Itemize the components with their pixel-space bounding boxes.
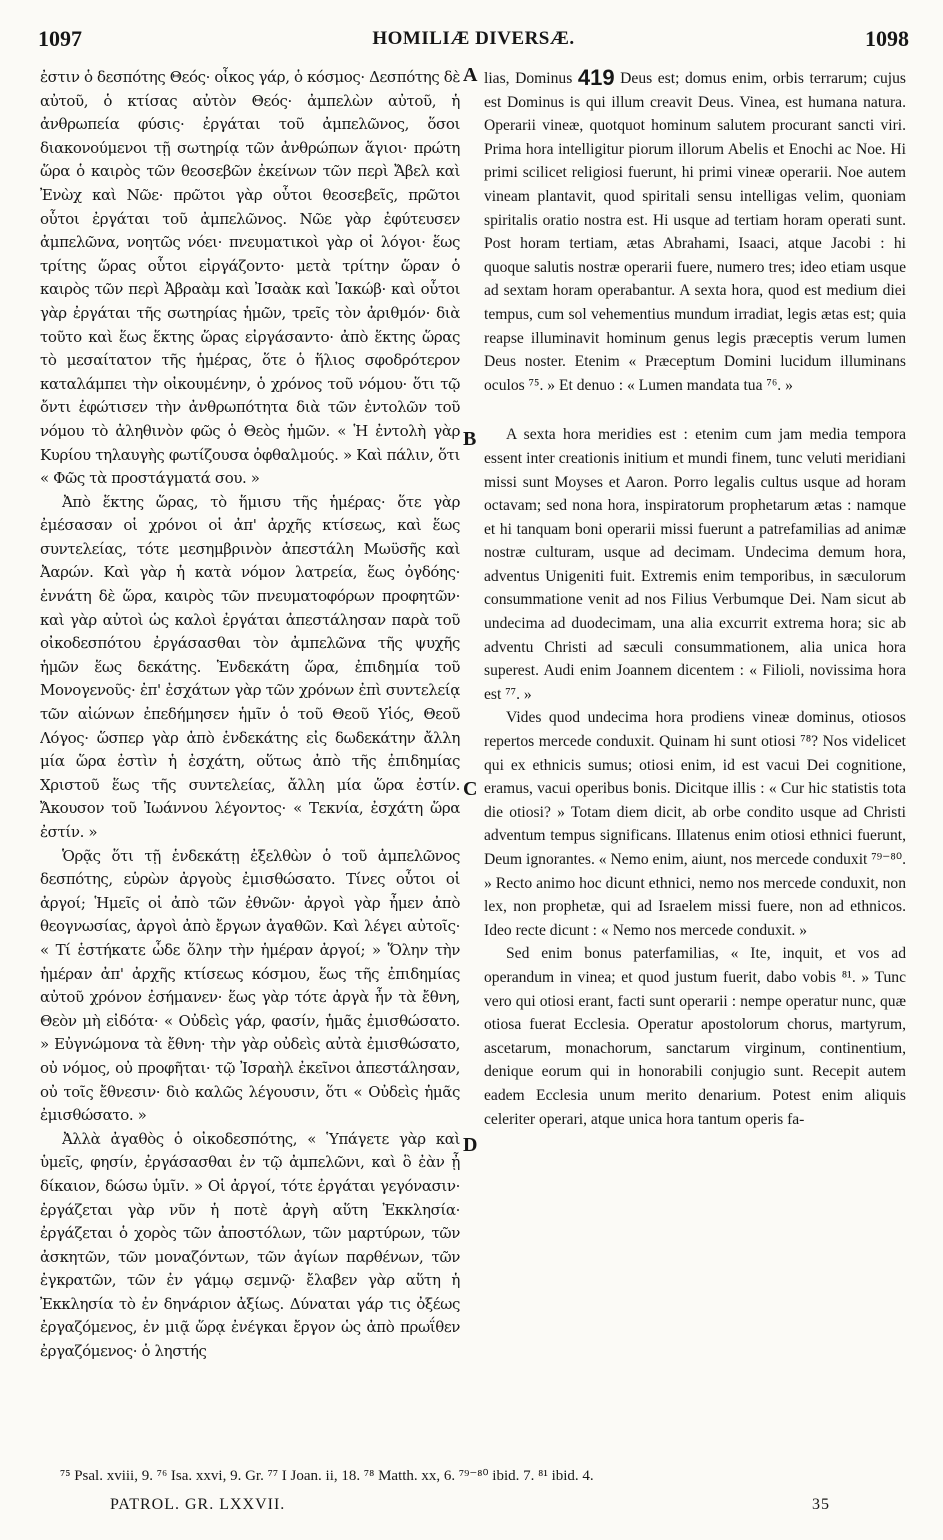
left-page-number: 1097 xyxy=(38,26,82,51)
column-page-number: 419 xyxy=(577,66,615,90)
greek-paragraph: Ἀλλὰ ἀγαθὸς ὁ οἰκοδεσπότης, « Ὑπάγετε γὰρ καὶ ὑμεῖς, φησίν, ἐργάσασθαι ἐν τῷ ἀμπελῶνι, καὶ ὃ ἐὰν ᾖ δίκαιον, δώσω ὑμῖν. » Οἱ ἀργοί, τότε ἐργάται γεγόνασιν· ἐργάζεται γὰρ νῦν ἡ ποτὲ ἀργὴ αὕτη Ἐκκλησία· ἐργάζεται ὁ χορὸς τῶν ἀποστόλων, τῶν μαρτύρων, τῶν ἀσκητῶν, τῶν μοναζόντων, τῶν ἁγίων παρθένων, τῶν ἐγκρατῶν, τῶν ἐν γάμῳ σεμνῷ· ἔλαβεν γὰρ αὕτη ἡ Ἐκκλησία τὸ ἐν δηνάριον ἀξίως. Δύναται γάρ τις ὀξέως ἐργαζόμενος, ἐν μιᾷ ὥρᾳ ἐνέγκαι ἔργον ὡς ἀπὸ πρωΐθεν ἐργαζόμενος· ὁ ληστής xyxy=(40,1129,460,1361)
footer-signature: 35 xyxy=(812,1496,830,1513)
page-header xyxy=(38,26,909,58)
latin-paragraph: Sed enim bonus paterfamilias, « Ite, inquit, et vos ad operandum in vinea; et quod justum fuerit, dabo vobis ⁸¹. » Tunc vero qui otiosi erant, facti sunt operarii : nempe operatur nunc, quæ otiosa fuerat Ecclesia. Operatur apostolorum chorus, martyrum, ascetarum, monachorum, sanctarum virginum, continentium, denique eorum qui in honorabili conjugio sunt. Recepit autem eadem Ecclesia unum merito denarium. Potest enim aliquis celeriter operari, atque unica hora tantum operis fa- xyxy=(484,945,906,1128)
right-page-number: 1098 xyxy=(865,26,909,51)
margin-marker-c: C xyxy=(463,778,478,800)
latin-column xyxy=(484,66,906,1456)
greek-paragraph: Ἀπὸ ἕκτης ὥρας, τὸ ἥμισυ τῆς ἡμέρας· ὅτε γὰρ ἐμέσασαν οἱ χρόνοι οἱ ἀπ' ἀρχῆς κτίσεως, καὶ ἕως συντελείας, τότε μεσημβρινὸν ἀπεστάλη Μωϋσῆς καὶ Ἀαρών. Καὶ γὰρ ἡ κατὰ νόμον λατρεία, ἕως ὀγδόης· ἐννάτη δὲ ὥρα, καιρὸς τῶν πνευματοφόρων προφητῶν· καὶ γὰρ αὐτοὶ ὡς καλοὶ ἐργάται ἀπεστάλησαν παρὰ τοῦ οἰκοδεσπότου ἐργάσασθαι τὸν ἀμπελῶνα τῆς ψυχῆς ἡμῶν ἕως δεκάτης. Ἑνδεκάτη ὥρα, ἐπιδημία τοῦ Μονογενοῦς· ἐπ' ἐσχάτων γὰρ τῶν χρόνων ἐπὶ συντελείᾳ τῶν αἰώνων ἐπεδήμησεν ἡμῖν ὁ τοῦ Θεοῦ Υἱός, Θεοῦ Λόγος· ὥσπερ γὰρ ἀπὸ ἑνδεκάτης εἰς δωδεκάτην ἄλλη μία ὥρα ἐστὶν ἡ ἐσχάτη, οὕτως ἀπὸ τῆς ἐπιδημίας Χριστοῦ ἕως τῆς συντελείας, ἄλλη μία ὥρα ἐστίν. Ἄκουσον τοῦ Ἰωάννου λέγοντος· « Τεκνία, ἐσχάτη ὥρα ἐστίν. » xyxy=(40,492,460,841)
footnotes: ⁷⁵ Psal. xviii, 9. ⁷⁶ Isa. xxvi, 9. Gr. ⁷⁷ I Joan. ii, 18. ⁷⁸ Matth. xx, 6. ⁷⁹⁻⁸⁰ ibid. 7. ⁸¹ ibid. 4. xyxy=(60,1468,594,1484)
greek-paragraph: ἐστιν ὁ δεσπότης Θεός· οἶκος γάρ, ὁ κόσμος· Δεσπότης δὲ αὐτοῦ, ὁ κτίσας αὐτὸν Θεός· ἀμπελὼν αὐτοῦ, ἡ ἀνθρωπεία φύσις· ἐργάται τοῦ ἀμπελῶνος, ὅσοι διακονούμενοι τῇ σωτηρίᾳ τῶν ἀνθρώπων ἅγιοι· πρώτη ὥρα ὁ καιρὸς τῶν θεοσεβῶν ἐκείνων τῶν περὶ Ἄβελ καὶ Ἐνὼχ καὶ Νῶε· πρῶτοι γὰρ οὗτοι θεοσεβεῖς, πρῶτοι οὗτοι ἐργάται τοῦ ἀμπελῶνος. Νῶε γὰρ ἐφύτευσεν ἀμπελῶνα, νοητῶς νόει· πνευματικοὶ γὰρ οἱ λόγοι· ἕως τρίτης ὥρας οὗτοι εἰργάζοντο· μετὰ τρίτην ὥραν ὁ καιρὸς τῶν περὶ Ἀβραὰμ καὶ Ἰσαὰκ καὶ Ἰακώβ· καὶ οὗτοι γὰρ ἐργάται τῆς σωτηρίας ἡμῶν, τρεῖς τὸν ἀριθμόν· διὰ τοῦτο καὶ ἕως ἕκτης ὥρας εἰργάσαντο· ἀπὸ ἕκτης ὥρας τὸ μεσαίτατον τῆς ἡμέρας, ὅτε ὁ ἥλιος σφοδρότερον καταλάμπει τὴν οἰκουμένην, ὁ χρόνος τοῦ νόμου· ὅτι τῷ ὄντι ἐφώτισεν τὴν ἀνθρωπότητα διὰ τῶν ἐντολῶν τοῦ νόμου τὸ ἀληθινὸν φῶς ὁ Θεὸς ἡμῶν. « Ἡ ἐντολὴ γὰρ Κυρίου τηλαυγὴς φωτίζουσα ὀφθαλμούς. » Καὶ πάλιν, ὅτι « Φῶς τὰ προστάγματά σου. » xyxy=(40,68,460,488)
latin-text: Deus est; domus enim, orbis terrarum; cujus est Dominus is qui illum creavit Deus. Vinea, est humana natura. Operarii vineæ, quotquot hominum salutem procurant sancti viri. Prima hora intelligitur piorum illorum Abelis et Enochi ac Noe. Hi primi scilicet religiosi fuerunt, hi primi vineæ operarii. Noe autem vineam plantavit, quod spiritali sensu intelligas velim, quoniam spiritalis oratio nostra est. Hi usque ad tertiam horam operati sunt. Post horam tertiam, ætas Abrahami, Isaaci, atque Jacobi : hi quoque salutis nostræ operarii fuere, numero tres; ideo etiam usque ad sextam horam operabantur. A sexta hora, quod est medium diei tempus, cum sol vehementius mundum irradiat, legis ætas est; quia reapse illuminavit hominum genus legis præceptis verum lumen Deus noster. Etenim « Præceptum Domini lucidum illuminans oculos ⁷⁵. » Et denuo : « Lumen mandata tua ⁷⁶. » xyxy=(484,70,906,394)
latin-paragraph: Vides quod undecima hora prodiens vineæ dominus, otiosos repertos mercede conduxit. Quinam hi sunt otiosi ⁷⁸? Nos videlicet qui ex ethnicis sumus; otiosi enim, id est vacui Dei cognitione, eramus, vacui operibus bonis. Dicitque illis : « Cur hic statistis tota die otiosi? » Totam diem dicit, ab orbe condito usque ad Christi adventum tempus significans. Illatenus enim otiosi ethnici fuerunt, Deum ignorantes. « Nemo enim, aiunt, nos mercede conduxit ⁷⁹⁻⁸⁰. » Recto animo hoc dicunt ethnici, nemo nos mercede conduxit, non lex, non prophetæ, qui ad Israelem missi fuere, non ad ethnicos. Ideo recte dicunt : « Nemo nos mercede conduxit. » xyxy=(484,709,906,939)
margin-marker-d: D xyxy=(463,1134,478,1156)
footer-series: PATROL. GR. LXXVII. xyxy=(110,1496,286,1513)
margin-marker-b: B xyxy=(463,428,477,450)
latin-text: lias, Dominus xyxy=(484,70,578,87)
greek-paragraph: Ὁρᾷς ὅτι τῇ ἑνδεκάτῃ ἐξελθὼν ὁ τοῦ ἀμπελῶνος δεσπότης, εὑρὼν ἀργοὺς ἐμισθώσατο. Τίνες οὗτοι οἱ ἀργοί; Ἡμεῖς οἱ ἀπὸ τῶν ἐθνῶν· ἀργοὶ γὰρ ἦμεν ἀπὸ θεογνωσίας, ἀργοὶ ἀπὸ ἔργων ἀγαθῶν. Καὶ λέγει αὐτοῖς· « Τί ἑστήκατε ὧδε ὅλην τὴν ἡμέραν ἀργοί; » Ὅλην τὴν ἡμέραν ἀπ' ἀρχῆς κτίσεως κόσμου, ἕως τῆς ἐπιδημίας αὐτοῦ χρόνον ἐσήμανεν· ἕως γὰρ τότε ἀργὰ ἦν τὰ ἔθνη, Θεὸν μὴ εἰδότα· « Οὐδεὶς γάρ, φασίν, ἡμᾶς ἐμισθώσατο. » Εὐγνώμονα τὰ ἔθνη· τὴν γὰρ οὐδεὶς αὐτὰ ἐμισθώσατο, οὐ νόμος, οὐ προφῆται· τῷ Ἰσραὴλ ἐκεῖνοι ἀπεστάλησαν, οὐ τοῖς ἔθνεσιν· διὸ καλῶς λέγουσιν, ὅτι « Οὐδεὶς ἡμᾶς ἐμισθώσατο. » xyxy=(40,846,460,1125)
margin-marker-a: A xyxy=(463,64,478,86)
running-title: HOMILIÆ DIVERSÆ. xyxy=(372,28,575,49)
greek-column xyxy=(40,66,460,1456)
latin-paragraph: A sexta hora meridies est : etenim cum jam media tempora essent inter creationis initium et mundi finem, tunc veluti meridiani missi sunt Moyses et Aaron. Porro legalis cultus usque ad horam octavam; sed nona hora, inspiratorum prophetarum ætas : namque et hi tanquam boni operarii missi fuerunt a patrefamilias ad animæ nostræ culturam, usque ad decimam. Undecima demum hora, adventus Unigeniti fuit. Extremis enim temporibus, in sæculorum consummatione venit ad nos Filius Verbumque Dei. Nam sicut ab undecima ad duodecimam, una alia excurrit extrema hora; sic ab adventu Christi ad sæculi consummationem, alia unica hora superest. Audi enim Joannem dicentem : « Filioli, novissima hora est ⁷⁷. » xyxy=(484,426,906,703)
latin-paragraph xyxy=(484,66,906,397)
